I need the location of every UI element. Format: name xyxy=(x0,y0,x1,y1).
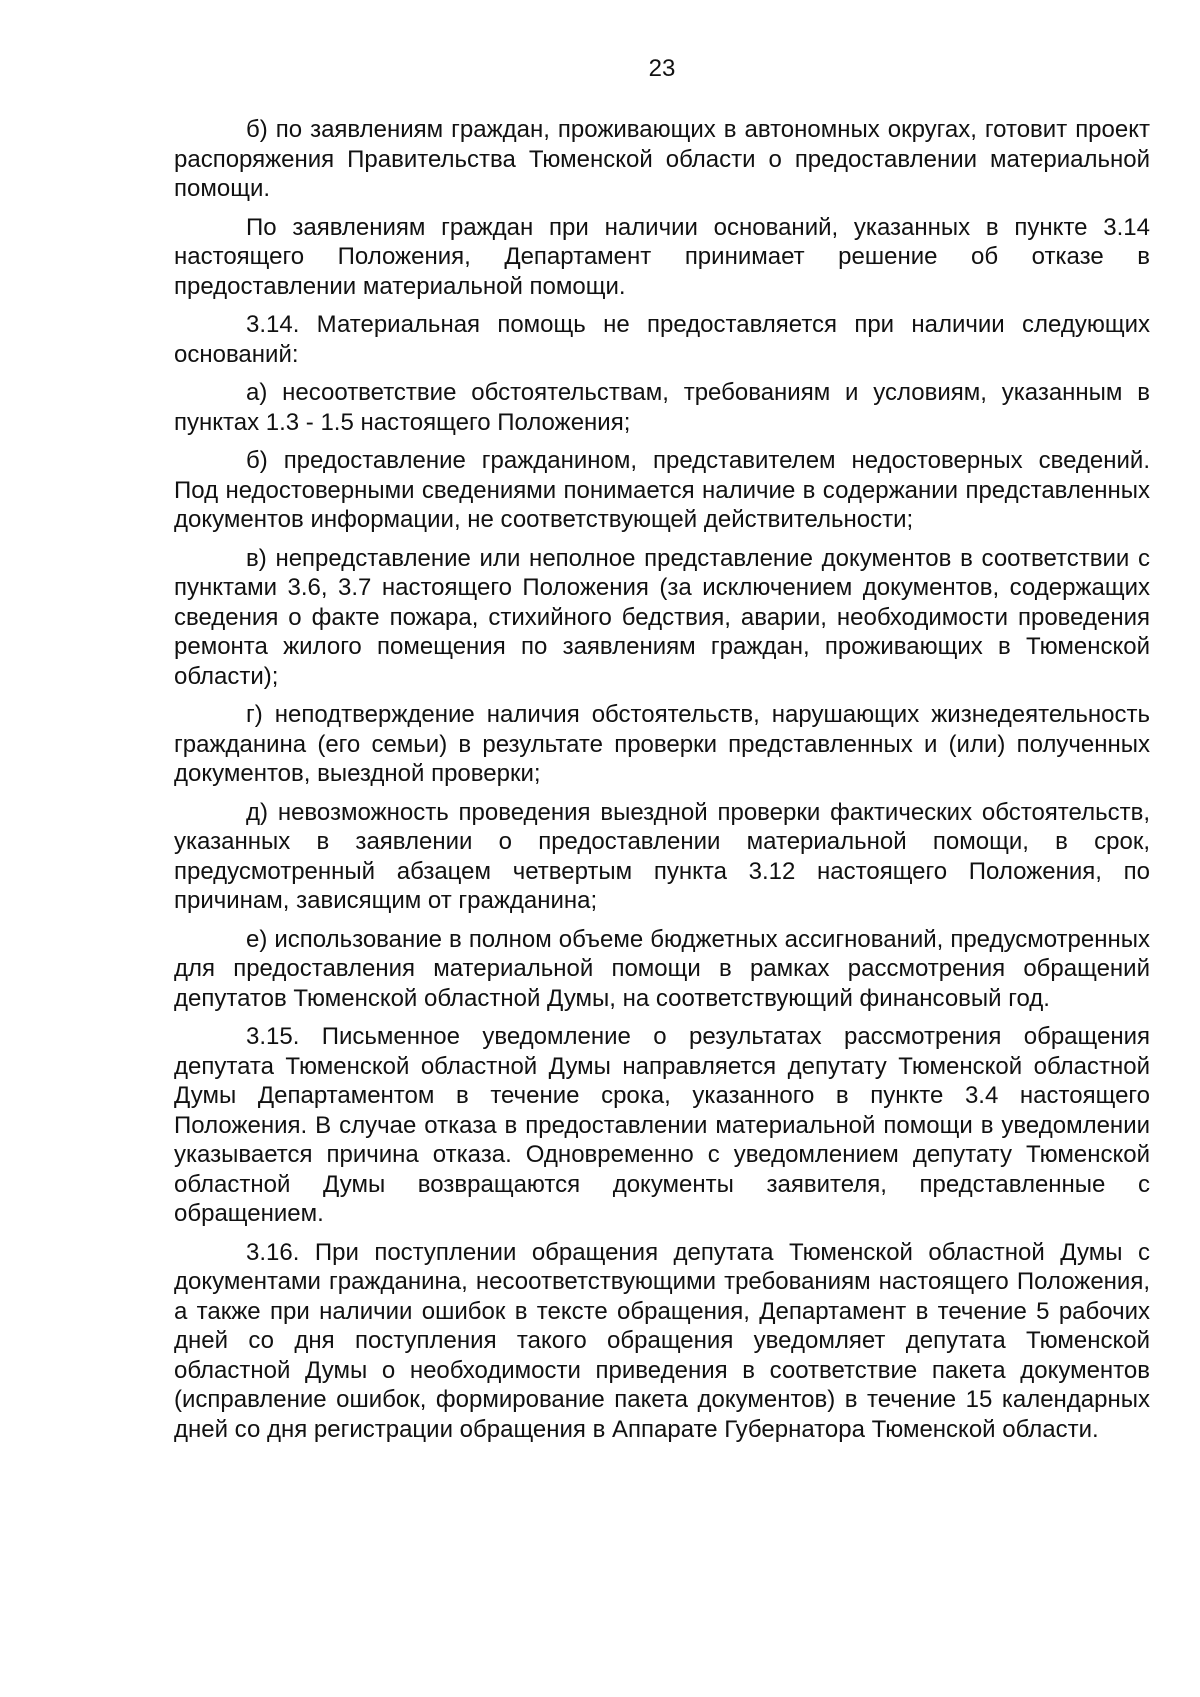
paragraph-3-14-d: д) невозможность проведения выездной проверки фактических обстоятельств, указанных в заявлении о предоставлении материальной помощи, в срок, предусмотренный абзацем четвертым пункта 3.12 настоящего Положения, по причинам, зависящим от гражданина; xyxy=(174,798,1150,914)
paragraph-3-15: 3.15. Письменное уведомление о результатах рассмотрения обращения депутата Тюменской областной Думы направляется депутату Тюменской областной Думы Департаментом в течение срока, указанного в пункте 3.4 настоящего Положения. В случае отказа в предоставлении материальной помощи в уведомлении указывается причина отказа. Одновременно с уведомлением депутату Тюменской областной Думы возвращаются документы заявителя, представленные с обращением. xyxy=(174,1023,1150,1227)
paragraph-3-14-b: б) предоставление гражданином, представителем недостоверных сведений. Под недостоверными сведениями понимается наличие в содержании представленных документов информации, не соответствующей действительности; xyxy=(174,447,1150,533)
paragraph-3-14-v: в) непредставление или неполное представление документов в соответствии с пунктами 3.6, 3.7 настоящего Положения (за исключением документов, содержащих сведения о факте пожара, стихийного бедствия, аварии, необходимости проведения ремонта жилого помещения по заявлениям граждан, проживающих в Тюменской области); xyxy=(174,544,1150,690)
paragraph-3-14-a: а) несоответствие обстоятельствам, требованиям и условиям, указанным в пунктах 1.3 - 1.5 настоящего Положения; xyxy=(174,379,1150,436)
document-body xyxy=(174,115,1150,1453)
page-number: 23 xyxy=(648,55,676,82)
paragraph-3-16: 3.16. При поступлении обращения депутата Тюменской областной Думы с документами гражданина, несоответствующими требованиям настоящего Положения, а также при наличии ошибок в тексте обращения, Департамент в течение 5 рабочих дней со дня поступления такого обращения уведомляет депутата Тюменской областной Думы о необходимости приведения в соответствие пакета документов (исправление ошибок, формирование пакета документов) в течение 15 календарных дней со дня регистрации обращения в Аппарате Губернатора Тюменской области. xyxy=(174,1238,1150,1443)
paragraph-refusal-grounds-reference: По заявлениям граждан при наличии оснований, указанных в пункте 3.14 настоящего Положения, Департамент принимает решение об отказе в предоставлении материальной помощи. xyxy=(174,213,1150,300)
paragraph-3-14-g: г) неподтверждение наличия обстоятельств, нарушающих жизнедеятельность гражданина (его семьи) в результате проверки представленных и (или) полученных документов, выездной проверки; xyxy=(174,701,1150,787)
paragraph-3-13-b: б) по заявлениям граждан, проживающих в автономных округах, готовит проект распоряжения Правительства Тюменской области о предоставлении материальной помощи. xyxy=(174,116,1150,202)
paragraph-3-14-e: е) использование в полном объеме бюджетных ассигнований, предусмотренных для предоставления материальной помощи в рамках рассмотрения обращений депутатов Тюменской областной Думы, на соответствующий финансовый год. xyxy=(174,925,1150,1012)
paragraph-3-14: 3.14. Материальная помощь не предоставляется при наличии следующих оснований: xyxy=(174,311,1150,368)
